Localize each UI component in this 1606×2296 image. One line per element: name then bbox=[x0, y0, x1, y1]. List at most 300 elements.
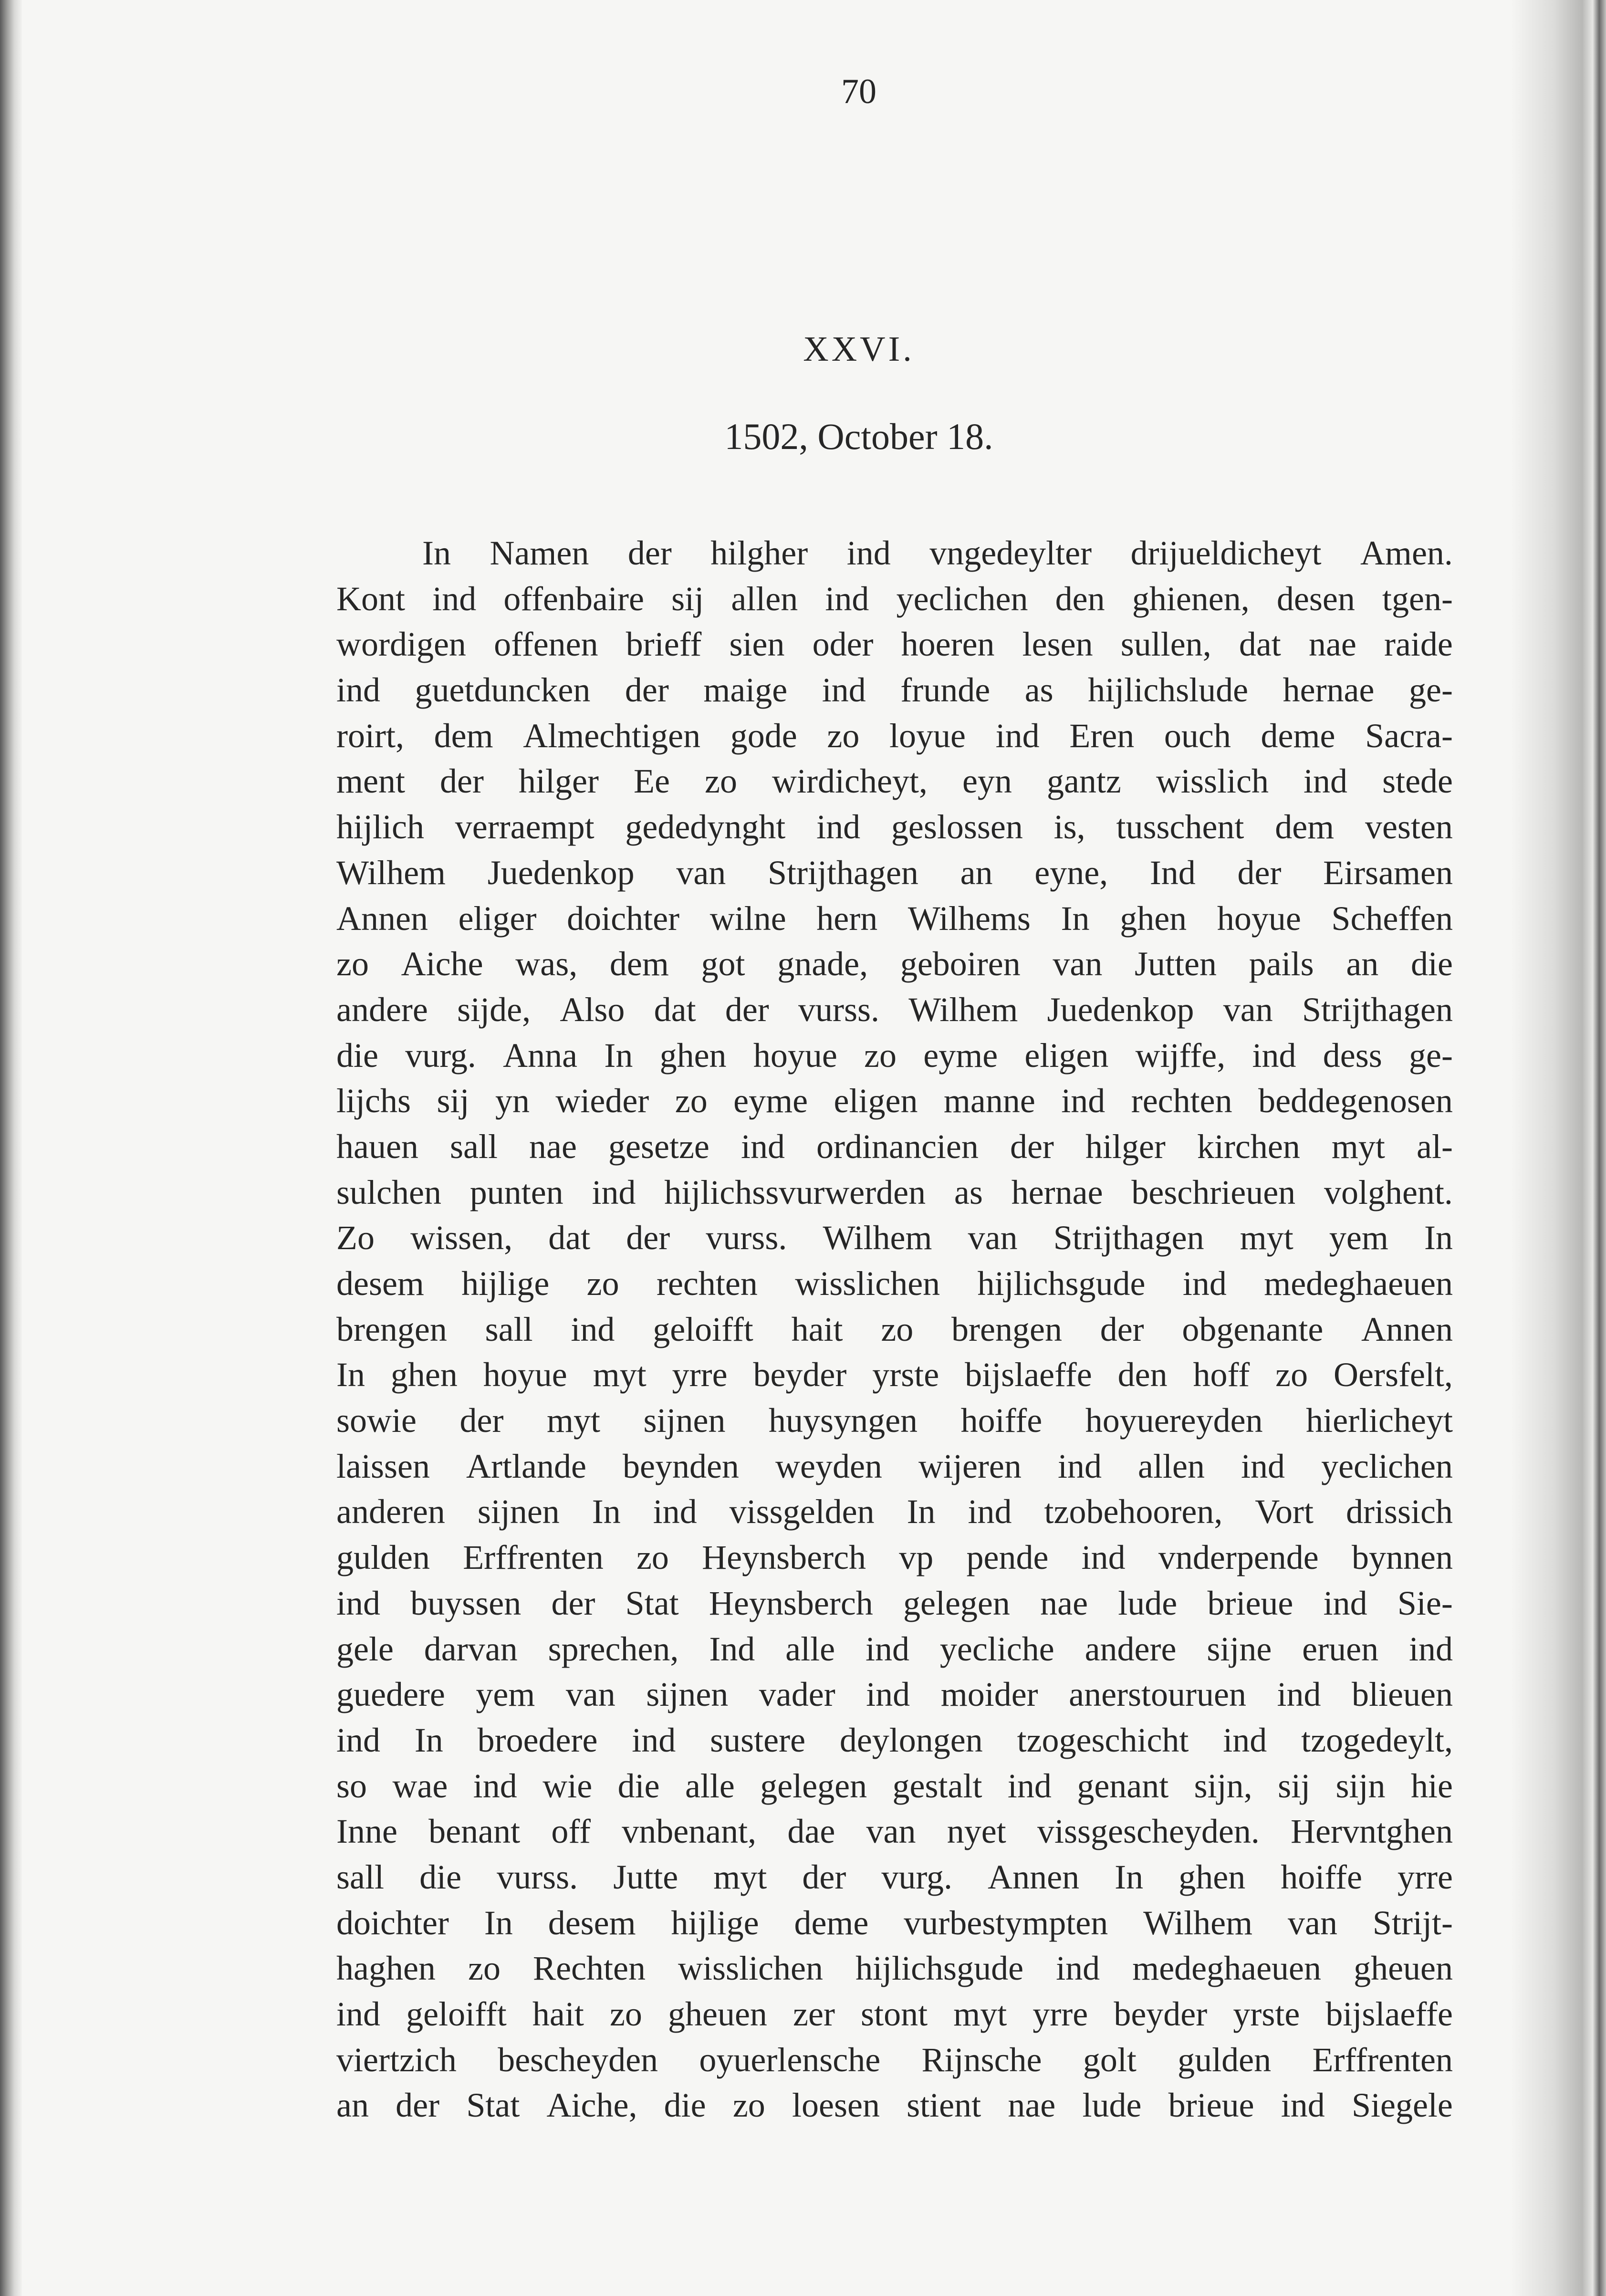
word: gantz bbox=[1046, 762, 1121, 801]
word: myt bbox=[593, 1356, 647, 1394]
text-line bbox=[336, 1718, 1453, 1764]
word: die bbox=[419, 1858, 462, 1896]
word: buyssen bbox=[410, 1584, 521, 1622]
word: medeghaeuen bbox=[1132, 1949, 1321, 1988]
text-line bbox=[336, 941, 1453, 987]
word: zo bbox=[881, 1310, 914, 1348]
word: wisslichen bbox=[795, 1264, 940, 1303]
word: offenen bbox=[494, 625, 598, 664]
word: In bbox=[422, 534, 451, 572]
word: In bbox=[592, 1492, 621, 1531]
word: zo bbox=[336, 945, 369, 983]
word: der bbox=[440, 762, 484, 801]
word: Rijnsche bbox=[921, 2040, 1042, 2079]
word: Stat bbox=[625, 1584, 679, 1622]
word: Also bbox=[560, 990, 625, 1029]
page-number: 70 bbox=[841, 72, 876, 111]
word: ind bbox=[1007, 1766, 1052, 1805]
word: ghienen, bbox=[1132, 579, 1250, 618]
word: zo bbox=[636, 1538, 669, 1577]
word: zo bbox=[864, 1036, 897, 1075]
word: tgen- bbox=[1382, 579, 1453, 618]
word: ind bbox=[1182, 1264, 1227, 1303]
word: In bbox=[336, 1356, 365, 1394]
word: drissich bbox=[1345, 1492, 1453, 1531]
word: brengen bbox=[951, 1310, 1062, 1348]
word: Sacra- bbox=[1365, 716, 1453, 755]
word: sall bbox=[449, 1127, 498, 1166]
text-line bbox=[336, 1855, 1453, 1900]
word: sien bbox=[729, 625, 785, 664]
word: Ind bbox=[709, 1629, 755, 1668]
word: hie bbox=[1410, 1766, 1453, 1805]
word: den bbox=[1055, 579, 1105, 618]
word: drijueldicheyt bbox=[1130, 534, 1322, 572]
word: Annen bbox=[1361, 1310, 1453, 1348]
word: broedere bbox=[477, 1721, 598, 1759]
word: allen bbox=[731, 579, 798, 618]
word: an bbox=[1346, 945, 1379, 983]
word: Strijthagen bbox=[1053, 1219, 1204, 1257]
word: got bbox=[701, 945, 745, 983]
word: ghen bbox=[390, 1356, 458, 1394]
word: alle bbox=[685, 1766, 735, 1805]
word: zo bbox=[827, 716, 860, 755]
word: wirdicheyt, bbox=[772, 762, 928, 801]
word: ind bbox=[1252, 1036, 1296, 1075]
word: Artlande bbox=[466, 1447, 586, 1485]
word: an bbox=[336, 2086, 369, 2125]
word: zo bbox=[1275, 1356, 1308, 1394]
word: roirt, bbox=[336, 716, 404, 755]
word: hilgher bbox=[710, 534, 808, 572]
word: bynnen bbox=[1352, 1538, 1453, 1577]
word: ind bbox=[816, 808, 861, 846]
word: so bbox=[336, 1766, 367, 1805]
document-heading: XXVI. bbox=[803, 330, 915, 369]
word: der bbox=[396, 2086, 440, 2125]
word: beyder bbox=[753, 1356, 847, 1394]
word: maige bbox=[703, 671, 788, 710]
word: nae bbox=[1008, 2086, 1056, 2125]
word: desem bbox=[548, 1903, 636, 1942]
word: Kont bbox=[336, 579, 405, 618]
word: blieuen bbox=[1352, 1675, 1453, 1714]
word: bescheyden bbox=[498, 2040, 658, 2079]
word: hauen bbox=[336, 1127, 418, 1166]
word: hilger bbox=[519, 762, 599, 801]
word: vngedeylter bbox=[929, 534, 1092, 572]
word: hoyue bbox=[483, 1356, 567, 1394]
word: In bbox=[604, 1036, 633, 1075]
word: Wilhem bbox=[1143, 1903, 1253, 1942]
word: vesten bbox=[1365, 808, 1453, 846]
word: wijeren bbox=[918, 1447, 1022, 1485]
word: oder bbox=[812, 625, 874, 664]
word: ind bbox=[1241, 1447, 1285, 1485]
document-date: 1502, October 18. bbox=[724, 416, 993, 457]
text-line bbox=[336, 1033, 1453, 1079]
word: zo bbox=[586, 1264, 619, 1303]
word: lude bbox=[1118, 1584, 1178, 1622]
word: yrste bbox=[872, 1356, 939, 1394]
word: zo bbox=[468, 1949, 501, 1988]
word: hoiffe bbox=[1281, 1858, 1362, 1896]
word: andere bbox=[1085, 1629, 1177, 1668]
word: Eren bbox=[1069, 716, 1135, 755]
word: frunde bbox=[900, 671, 991, 710]
word: gode bbox=[730, 716, 797, 755]
word: geslossen bbox=[891, 808, 1023, 846]
word: vissgescheyden. bbox=[1037, 1812, 1260, 1851]
word: vp bbox=[899, 1538, 934, 1577]
text-line bbox=[336, 1352, 1453, 1398]
word: den bbox=[1117, 1356, 1168, 1394]
text-line bbox=[336, 2037, 1453, 2083]
text-line bbox=[336, 1672, 1453, 1718]
word: Amen. bbox=[1360, 534, 1453, 572]
word: van bbox=[968, 1219, 1018, 1257]
word: al- bbox=[1417, 1127, 1453, 1166]
word: yrre bbox=[1032, 1995, 1088, 2033]
word: ouch bbox=[1164, 716, 1231, 755]
word: brieue bbox=[1207, 1584, 1293, 1622]
word: Namen bbox=[490, 534, 589, 572]
text-line bbox=[336, 531, 1453, 576]
word: dae bbox=[787, 1812, 835, 1851]
word: hijlichsgude bbox=[855, 1949, 1024, 1988]
word: Siegele bbox=[1351, 2086, 1453, 2125]
word: ind bbox=[336, 1584, 381, 1622]
word: offenbaire bbox=[503, 579, 644, 618]
word: yeclichen bbox=[896, 579, 1028, 618]
word: vnderpende bbox=[1158, 1538, 1319, 1577]
word: ind bbox=[1061, 1082, 1105, 1120]
word: lijchs bbox=[336, 1082, 411, 1120]
word: gelegen bbox=[903, 1584, 1010, 1622]
word: ghen bbox=[1178, 1858, 1246, 1896]
word: hilger bbox=[1085, 1127, 1166, 1166]
word: wisslich bbox=[1156, 762, 1269, 801]
word: Eirsamen bbox=[1323, 853, 1453, 892]
word: sijn bbox=[1335, 1766, 1386, 1805]
word: ghen bbox=[659, 1036, 727, 1075]
word: Erffrenten bbox=[463, 1538, 604, 1577]
word: moider bbox=[940, 1675, 1038, 1714]
word: ind bbox=[740, 1127, 785, 1166]
word: gulden bbox=[1178, 2040, 1272, 2079]
word: eyme bbox=[733, 1082, 808, 1120]
word: stient bbox=[907, 2086, 981, 2125]
word: gesetze bbox=[608, 1127, 709, 1166]
word: beynden bbox=[623, 1447, 739, 1485]
word: deme bbox=[1261, 716, 1335, 755]
word: hijlichsgude bbox=[977, 1264, 1146, 1303]
word: lesen bbox=[1022, 625, 1093, 664]
word: van bbox=[676, 853, 726, 892]
word: Vort bbox=[1255, 1492, 1314, 1531]
word: genant bbox=[1077, 1766, 1169, 1805]
word: hoyuereyden bbox=[1085, 1401, 1263, 1440]
word: ind bbox=[968, 1492, 1012, 1531]
word: In bbox=[1061, 899, 1090, 938]
word: hoyue bbox=[1217, 899, 1301, 938]
word: off bbox=[551, 1812, 591, 1851]
word: bijslaeffe bbox=[1325, 1995, 1453, 2033]
body-text bbox=[336, 531, 1453, 2129]
word: sijnen bbox=[646, 1675, 729, 1714]
word: hern bbox=[816, 899, 878, 938]
word: der bbox=[627, 534, 672, 572]
word: geloifft bbox=[653, 1310, 753, 1348]
word: hierlicheyt bbox=[1306, 1401, 1453, 1440]
word: tzobehooren, bbox=[1044, 1492, 1223, 1531]
word: Almechtigen bbox=[523, 716, 701, 755]
word: viertzich bbox=[336, 2040, 457, 2079]
text-line bbox=[336, 1307, 1453, 1353]
text-line bbox=[336, 2083, 1453, 2129]
word: golt bbox=[1083, 2040, 1137, 2079]
word: ind bbox=[432, 579, 477, 618]
word: Wilhems bbox=[907, 899, 1031, 938]
word: ind bbox=[1081, 1538, 1126, 1577]
word: volghent. bbox=[1324, 1173, 1453, 1211]
word: sall bbox=[336, 1858, 384, 1896]
word: hoiffe bbox=[960, 1401, 1043, 1440]
word: sowie bbox=[336, 1401, 417, 1440]
word: gededynght bbox=[625, 808, 786, 846]
word: zo bbox=[675, 1082, 708, 1120]
text-line bbox=[336, 1581, 1453, 1627]
word: weyden bbox=[775, 1447, 882, 1485]
word: gele bbox=[336, 1629, 394, 1668]
word: raide bbox=[1384, 625, 1453, 664]
word: darvan bbox=[424, 1629, 518, 1668]
word: as bbox=[954, 1173, 983, 1211]
word: sijne bbox=[1207, 1629, 1272, 1668]
word: doichter bbox=[567, 899, 680, 938]
word: Wilhem bbox=[823, 1219, 932, 1257]
word: manne bbox=[943, 1082, 1035, 1120]
word: myt bbox=[953, 1995, 1007, 2033]
word: vnbenant, bbox=[622, 1812, 757, 1851]
word: was, bbox=[515, 945, 578, 983]
word: verraempt bbox=[455, 808, 594, 846]
word: Anna bbox=[503, 1036, 578, 1075]
word: ind bbox=[866, 1675, 910, 1714]
word: sijnen bbox=[477, 1492, 560, 1531]
word: beddegenosen bbox=[1258, 1082, 1453, 1120]
word: hoeren bbox=[901, 625, 995, 664]
word: eyme bbox=[923, 1036, 998, 1075]
word: In bbox=[414, 1721, 443, 1759]
word: as bbox=[1024, 671, 1053, 710]
word: Rechten bbox=[533, 1949, 646, 1988]
text-line bbox=[336, 1900, 1453, 1946]
word: wie bbox=[542, 1766, 593, 1805]
word: wae bbox=[392, 1766, 448, 1805]
word: hijlichslude bbox=[1088, 671, 1249, 710]
word: dat bbox=[1239, 625, 1281, 664]
word: Aiche bbox=[401, 945, 483, 983]
word: wilne bbox=[709, 899, 786, 938]
word: Ind bbox=[1149, 853, 1196, 892]
word: desen bbox=[1276, 579, 1355, 618]
word: huysyngen bbox=[769, 1401, 918, 1440]
word: ind bbox=[1223, 1721, 1267, 1759]
word: loesen bbox=[792, 2086, 880, 2125]
word: yn bbox=[495, 1082, 530, 1120]
word: ind bbox=[632, 1721, 676, 1759]
word: ghen bbox=[1120, 899, 1187, 938]
word: tzogeschicht bbox=[1017, 1721, 1189, 1759]
word: wijffe, bbox=[1135, 1036, 1226, 1075]
word: hijlige bbox=[671, 1903, 759, 1942]
word: brieue bbox=[1168, 2086, 1254, 2125]
word: gulden bbox=[336, 1538, 430, 1577]
word: Ee bbox=[634, 762, 670, 801]
word: pails bbox=[1249, 945, 1314, 983]
word: deylongen bbox=[839, 1721, 983, 1759]
word: vader bbox=[759, 1675, 835, 1714]
word: In bbox=[484, 1903, 513, 1942]
word: hijlige bbox=[461, 1264, 550, 1303]
word: anderen bbox=[336, 1492, 445, 1531]
word: sij bbox=[671, 579, 704, 618]
word: eligen bbox=[834, 1082, 918, 1120]
word: Juedenkop bbox=[487, 853, 635, 892]
word: Jutten bbox=[1135, 945, 1217, 983]
word: Stat bbox=[466, 2086, 520, 2125]
word: medeghaeuen bbox=[1264, 1264, 1453, 1303]
word: pende bbox=[966, 1538, 1049, 1577]
word: gheuen bbox=[668, 1995, 767, 2033]
word: dat bbox=[654, 990, 696, 1029]
word: sijn, bbox=[1194, 1766, 1252, 1805]
word: nae bbox=[529, 1127, 577, 1166]
word: dat bbox=[548, 1219, 591, 1257]
word: lude bbox=[1082, 2086, 1142, 2125]
word: brieff bbox=[626, 625, 702, 664]
word: hoyue bbox=[753, 1036, 837, 1075]
word: Heynsberch bbox=[709, 1584, 873, 1622]
word: Erffrenten bbox=[1312, 2040, 1453, 2079]
word: gheuen bbox=[1354, 1949, 1453, 1988]
word: vurss. bbox=[706, 1219, 787, 1257]
word: ind bbox=[571, 1310, 615, 1348]
word: allen bbox=[1138, 1447, 1205, 1485]
text-line bbox=[336, 759, 1453, 804]
word: der bbox=[725, 990, 769, 1029]
word: sijde, bbox=[457, 990, 531, 1029]
word: Wilhem bbox=[908, 990, 1018, 1029]
word: eligen bbox=[1024, 1036, 1109, 1075]
word: benant bbox=[428, 1812, 521, 1851]
word: sullen, bbox=[1120, 625, 1211, 664]
word: ordinancien bbox=[816, 1127, 979, 1166]
word: ind bbox=[1277, 1675, 1321, 1714]
word: sijnen bbox=[643, 1401, 726, 1440]
text-line bbox=[336, 1489, 1453, 1535]
word: ind bbox=[825, 579, 869, 618]
word: Zo bbox=[336, 1219, 375, 1257]
word: Scheffen bbox=[1331, 899, 1453, 938]
word: van bbox=[1288, 1903, 1338, 1942]
word: guedere bbox=[336, 1675, 445, 1714]
word: Juedenkop bbox=[1047, 990, 1194, 1029]
word: yem bbox=[476, 1675, 535, 1714]
word: der bbox=[1010, 1127, 1054, 1166]
word: kirchen bbox=[1197, 1127, 1300, 1166]
word: sprechen, bbox=[548, 1629, 679, 1668]
word: wordigen bbox=[336, 625, 466, 664]
word: hernae bbox=[1283, 671, 1375, 710]
word: hait bbox=[791, 1310, 843, 1348]
word: die bbox=[664, 2086, 706, 2125]
word: ge- bbox=[1408, 671, 1453, 710]
word: gelegen bbox=[760, 1766, 867, 1805]
word: Strijthagen bbox=[767, 853, 918, 892]
word: ind bbox=[1056, 1949, 1100, 1988]
word: oyuerlensche bbox=[699, 2040, 881, 2079]
text-line bbox=[336, 804, 1453, 850]
word: zo bbox=[609, 1995, 642, 2033]
word: dem bbox=[609, 945, 669, 983]
word: rechten bbox=[656, 1264, 758, 1303]
word: myt bbox=[546, 1401, 600, 1440]
word: desem bbox=[336, 1264, 424, 1303]
word: der bbox=[802, 1858, 846, 1896]
word: hernae bbox=[1011, 1173, 1103, 1211]
word: sulchen bbox=[336, 1173, 441, 1211]
word: ind bbox=[592, 1173, 636, 1211]
word: sij bbox=[437, 1082, 469, 1120]
word: haghen bbox=[336, 1949, 436, 1988]
text-line bbox=[336, 987, 1453, 1033]
word: sustere bbox=[710, 1721, 806, 1759]
text-line bbox=[336, 713, 1453, 759]
word: stede bbox=[1382, 762, 1453, 801]
word: die bbox=[617, 1766, 660, 1805]
word: Sie- bbox=[1397, 1584, 1453, 1622]
word: bijslaeffe bbox=[965, 1356, 1092, 1394]
word: Annen bbox=[336, 899, 428, 938]
text-line bbox=[336, 1170, 1453, 1216]
text-line bbox=[336, 1627, 1453, 1672]
text-line bbox=[336, 1124, 1453, 1170]
word: eyne, bbox=[1034, 853, 1108, 892]
text-line bbox=[336, 622, 1453, 668]
word: Jutte bbox=[613, 1858, 678, 1896]
word: brengen bbox=[336, 1310, 447, 1348]
text-line bbox=[336, 1946, 1453, 1992]
word: tzogedeylt, bbox=[1301, 1721, 1453, 1759]
word: deme bbox=[794, 1903, 869, 1942]
word: ind bbox=[865, 1629, 909, 1668]
word: ind bbox=[846, 534, 891, 572]
text-line bbox=[336, 1444, 1453, 1490]
word: eliger bbox=[458, 899, 537, 938]
word: ind bbox=[822, 671, 866, 710]
word: hijlich bbox=[336, 808, 424, 846]
word: laissen bbox=[336, 1447, 430, 1485]
word: wissen, bbox=[410, 1219, 513, 1257]
word: gnade, bbox=[777, 945, 868, 983]
word: ind bbox=[1304, 762, 1348, 801]
word: ind bbox=[653, 1492, 697, 1531]
text-line bbox=[336, 1261, 1453, 1307]
text-line bbox=[336, 1078, 1453, 1124]
